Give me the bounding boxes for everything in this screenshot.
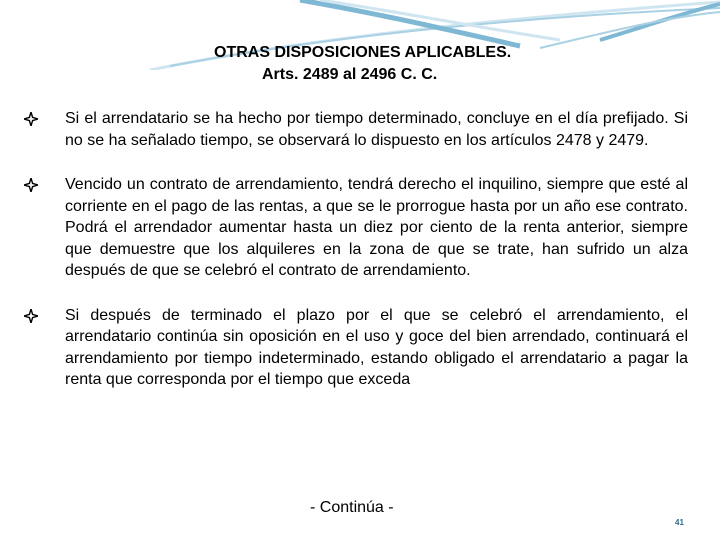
bullet-item (24, 305, 688, 391)
continue-label: - Continúa - (310, 499, 394, 516)
bullet-list (24, 108, 688, 391)
diamond-bullet-icon (24, 112, 38, 126)
title-main: OTRAS DISPOSICIONES APLICABLES. (214, 44, 512, 61)
bullet-item (24, 174, 688, 282)
bullet-text: Si después de terminado el plazo por el que se celebró el arrendamiento, el arrendatario continúa sin oposición en el uso y goce del bien arrendado, continuará el arrendamiento por tiempo indeterminado, estando obligado el arrendatario a pagar la renta que corresponda por el tiempo que exceda (65, 306, 688, 388)
bullet-text: Vencido un contrato de arrendamiento, tendrá derecho el inquilino, siempre que esté al corriente en el pago de las rentas, a que se le prorrogue hasta por un año ese contrato. Podrá el arrendador aumentar hasta un diez por ciento de la renta anterior, siempre que demuestre que los alquileres en la zona de que se trate, han sufrido un alza después de que se celebró el contrato de arrendamiento. (65, 176, 688, 279)
title-articles: Arts. 2489 al 2496 C. C. (262, 66, 438, 83)
diamond-bullet-icon (24, 309, 38, 323)
bullet-text: Si el arrendatario se ha hecho por tiempo determinado, concluye en el día prefijado. Si no se ha señalado tiempo, se observará lo dispuesto en los artículos 2478 y 2479. (65, 110, 688, 149)
bullet-item (24, 108, 688, 151)
page-number: 41 (675, 518, 684, 527)
diamond-bullet-icon (24, 178, 38, 192)
